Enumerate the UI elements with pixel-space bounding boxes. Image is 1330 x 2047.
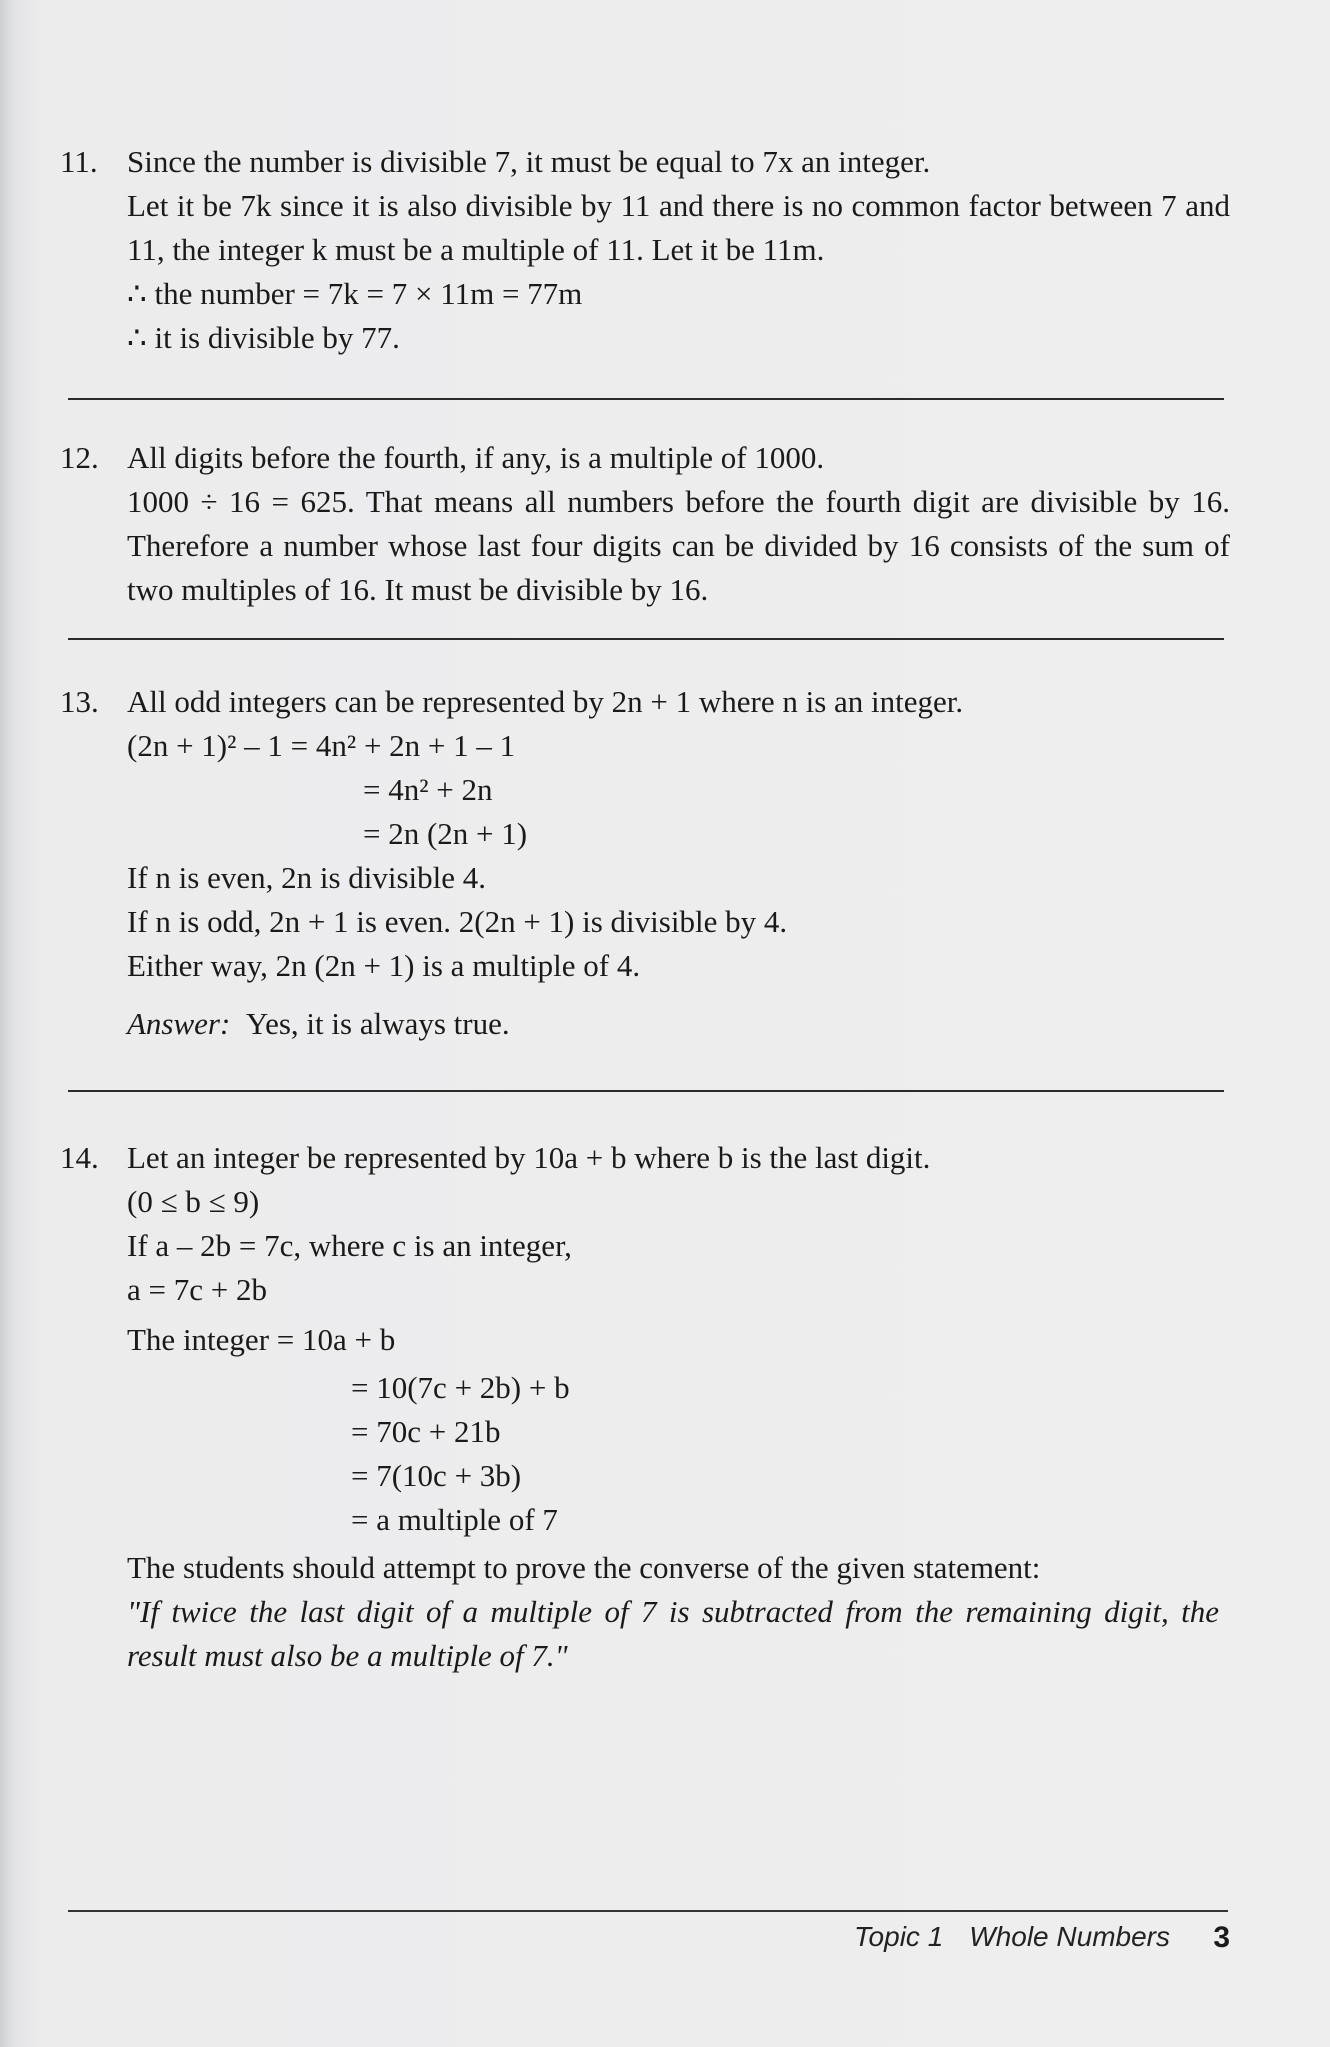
page-footer <box>854 1921 1170 1953</box>
solution-number: 11. <box>60 144 98 179</box>
page-number: 3 <box>1213 1921 1230 1954</box>
solution-13 <box>60 680 1230 1046</box>
equation-line: = 4n² + 2n <box>363 772 493 807</box>
solution-line: The students should attempt to prove the converse of the given statement: <box>127 1550 1041 1585</box>
equation-line: (0 ≤ b ≤ 9) <box>127 1184 260 1219</box>
equation-line: = 10(7c + 2b) + b <box>351 1370 570 1405</box>
solution-line: Let an integer be represented by 10a + b where b is the last digit. <box>127 1140 931 1175</box>
solution-11 <box>60 140 1230 360</box>
solution-line: Either way, 2n (2n + 1) is a multiple of 4. <box>127 948 641 983</box>
equation-line: = 2n (2n + 1) <box>363 816 528 851</box>
quoted-statement: "If twice the last digit of a multiple of 7 is subtracted from the remaining digit, the result must also be a multiple of 7." <box>127 1594 1219 1673</box>
solution-line: If n is odd, 2n + 1 is even. 2(2n + 1) is divisible by 4. <box>127 904 788 939</box>
solution-12 <box>60 436 1230 612</box>
section-divider <box>68 398 1224 400</box>
footer-topic: Topic 1 <box>854 1921 944 1952</box>
solution-number: 14. <box>60 1140 99 1175</box>
solution-line: If a – 2b = 7c, where c is an integer, <box>127 1228 572 1263</box>
solution-line: If n is even, 2n is divisible 4. <box>127 860 487 895</box>
answer-label: Answer: <box>127 1006 231 1041</box>
solution-line: All odd integers can be represented by 2n + 1 where n is an integer. <box>127 684 964 719</box>
equation-line: a = 7c + 2b <box>127 1272 267 1307</box>
solution-line: Let it be 7k since it is also divisible by 11 and there is no common factor between 7 and 11, the integer k must be a multiple of 11. Let it be 11m. <box>127 188 1230 267</box>
footer-rule <box>68 1910 1228 1912</box>
solution-line: Since the number is divisible 7, it must be equal to 7x an integer. <box>127 144 931 179</box>
solution-number: 12. <box>60 440 99 475</box>
equation-line: The integer = 10a + b <box>127 1322 396 1357</box>
answer-text: Yes, it is always true. <box>245 1006 510 1041</box>
equation-line: (2n + 1)² – 1 = 4n² + 2n + 1 – 1 <box>127 728 516 763</box>
solution-line: ∴ it is divisible by 77. <box>127 320 400 355</box>
solution-number: 13. <box>60 684 99 719</box>
section-divider <box>68 638 1224 640</box>
solution-14 <box>60 1136 1230 1678</box>
equation-line: = 70c + 21b <box>351 1414 501 1449</box>
equation-line: = a multiple of 7 <box>351 1502 558 1537</box>
solution-line: ∴ the number = 7k = 7 × 11m = 77m <box>127 276 583 311</box>
footer-title: Whole Numbers <box>969 1921 1170 1952</box>
equation-line: = 7(10c + 3b) <box>351 1458 522 1493</box>
solution-line: 1000 ÷ 16 = 625. That means all numbers before the fourth digit are divisible by 16. Therefore a number whose last four digits can be divided by 16 consists of the sum of two multiples of 16. It must be divisible by 16. <box>127 484 1230 607</box>
answer-line <box>127 1002 1230 1046</box>
section-divider <box>68 1090 1224 1092</box>
solution-line: All digits before the fourth, if any, is a multiple of 1000. <box>127 440 825 475</box>
